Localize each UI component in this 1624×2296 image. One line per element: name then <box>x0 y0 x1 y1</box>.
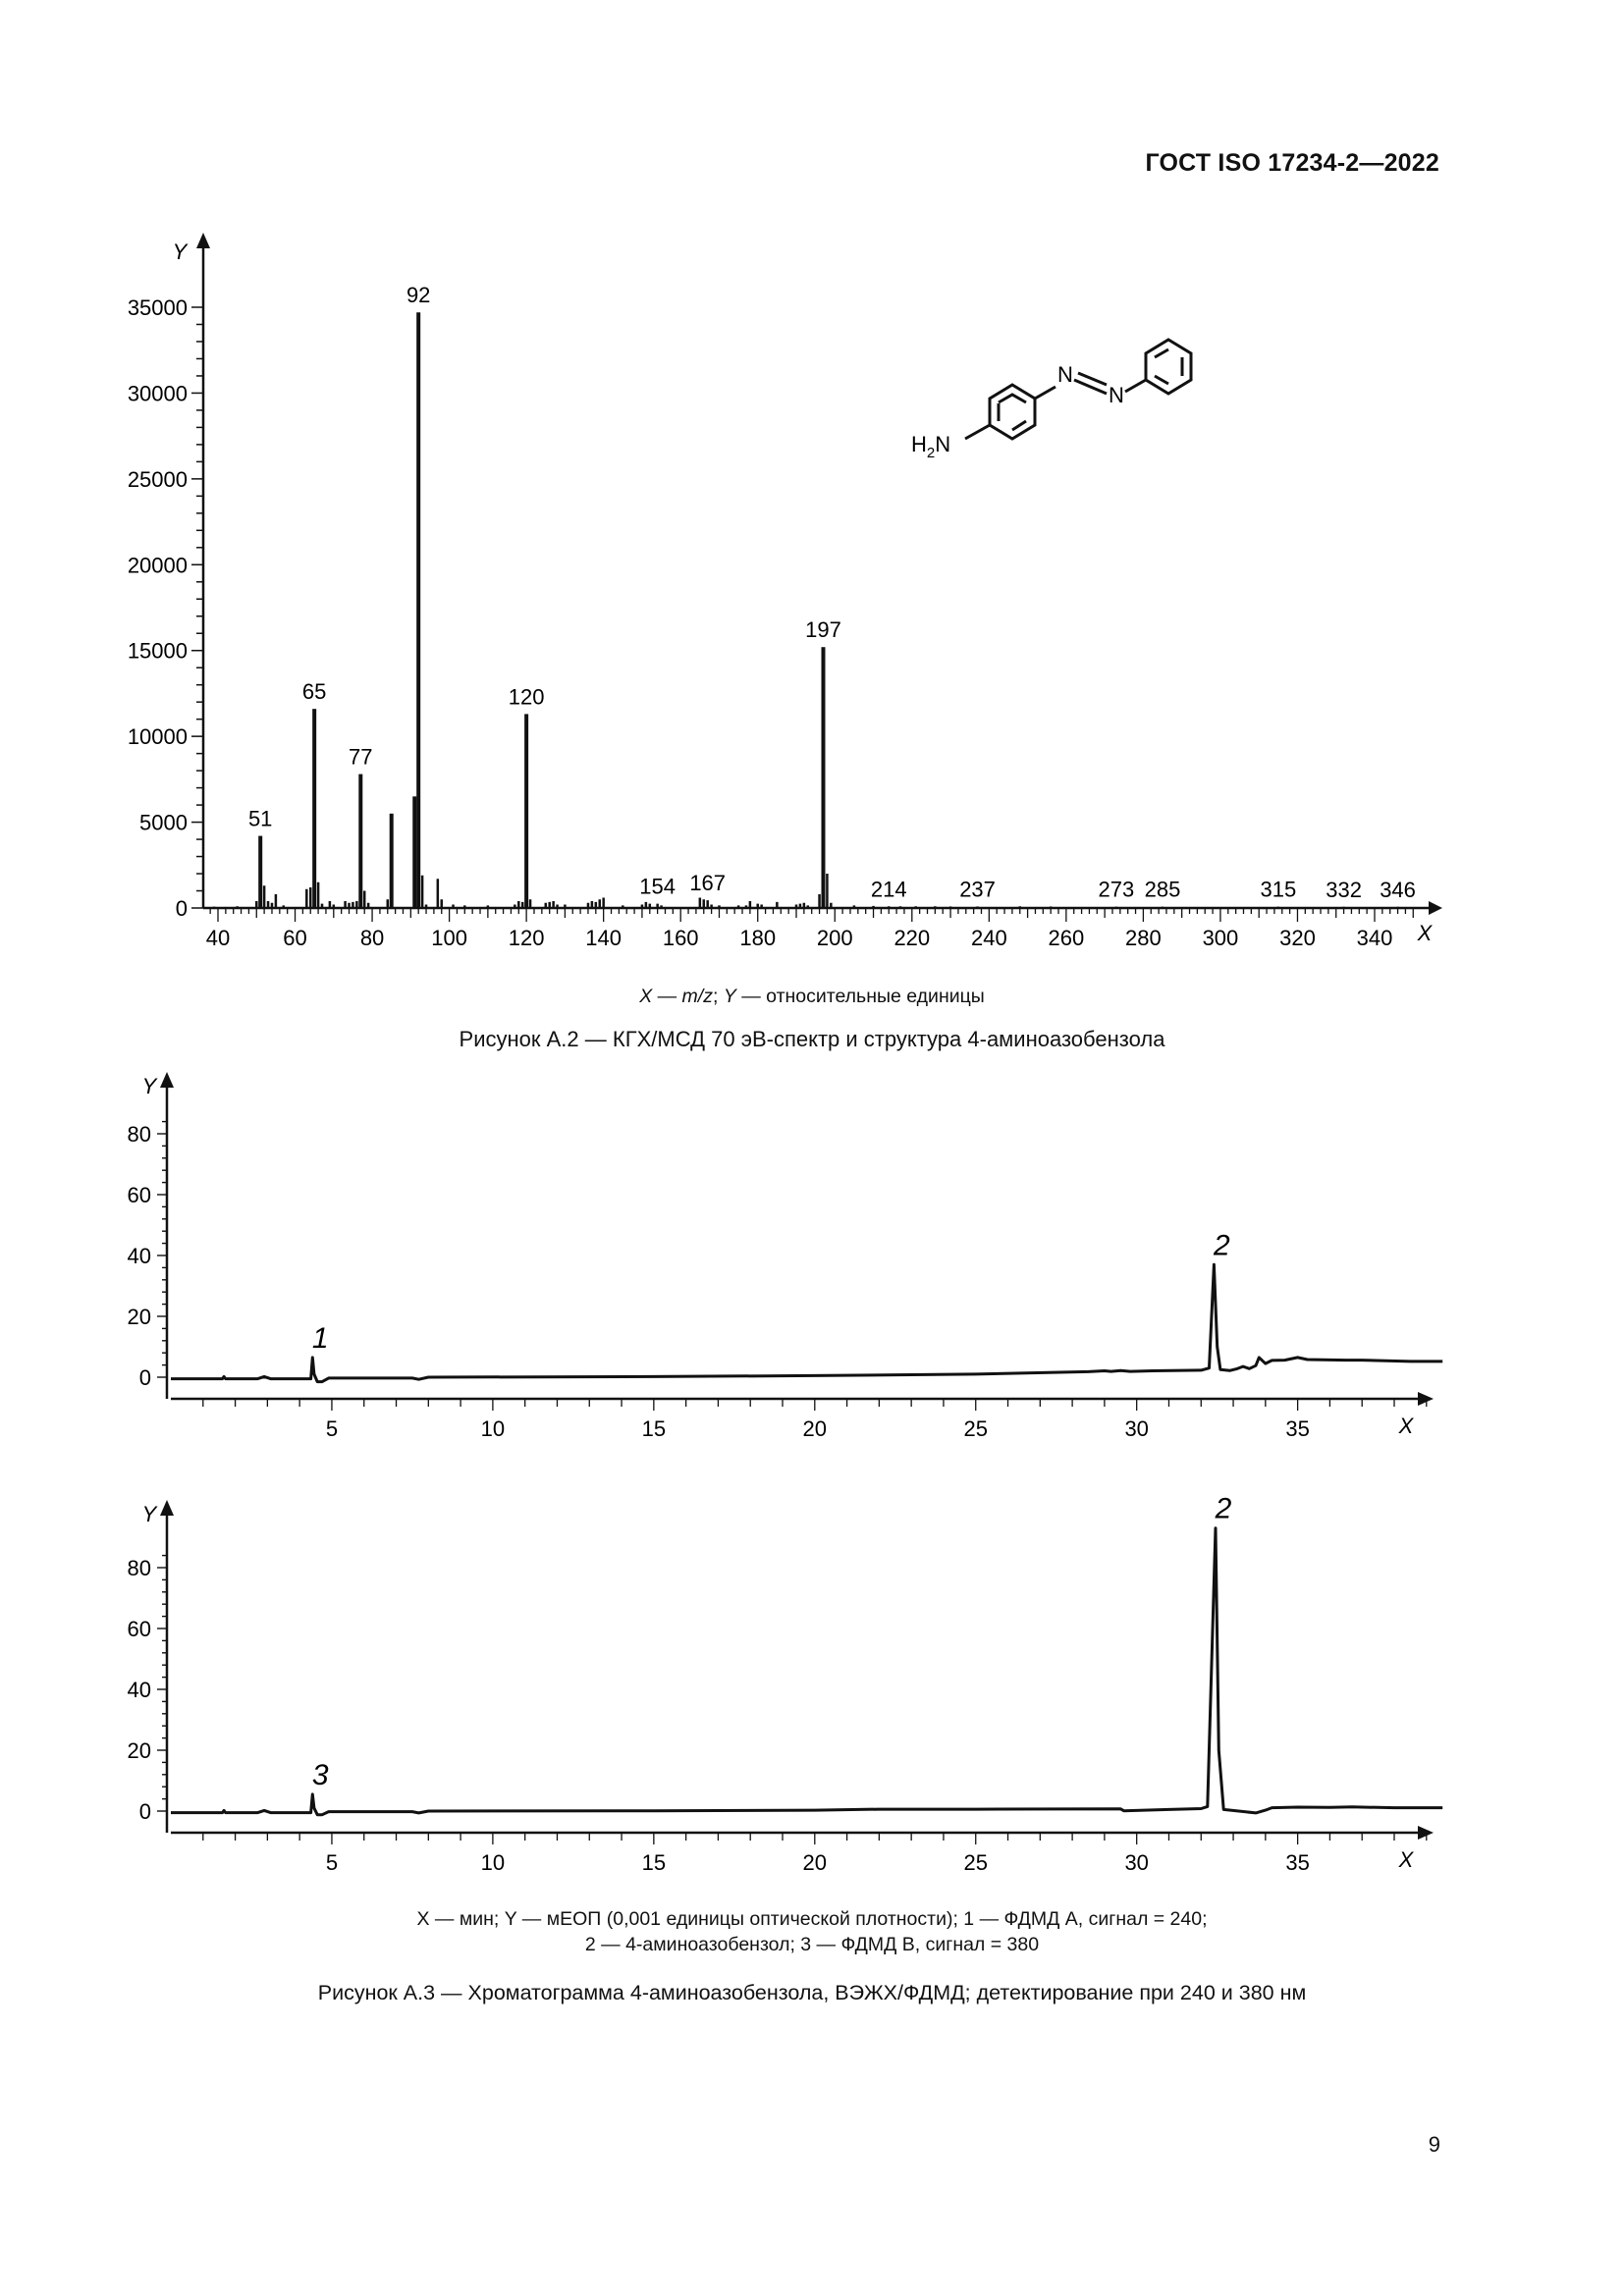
figure-a2-caption: Рисунок А.2 — КГХ/МСД 70 эВ-спектр и структура 4-аминоазобензола <box>459 1027 1165 1051</box>
x-axis-label: X <box>1398 1414 1414 1438</box>
y-axis-label: Y <box>141 1502 157 1526</box>
y-tick-label: 40 <box>127 1678 151 1702</box>
spectrum-bar <box>595 902 598 908</box>
peak-label: 273 <box>1098 877 1135 902</box>
spectrum-bar <box>591 901 594 908</box>
spectrum-bar <box>514 905 516 908</box>
spectrum-bar <box>236 906 239 908</box>
y-tick-label: 20000 <box>127 553 188 578</box>
x-tick-label: 160 <box>662 926 699 950</box>
spectrum-bar <box>521 902 524 908</box>
legend-sep: ; <box>712 986 724 1007</box>
spectrum-bar <box>309 887 312 908</box>
figure-a3-legend-line1: X — мин; Y — мЕОП (0,001 единицы оптической плотности); 1 — ФДМД А, сигнал = 240; <box>416 1908 1208 1930</box>
spectrum-bar <box>416 312 420 908</box>
legend-x-sep: — <box>652 986 682 1007</box>
spectrum-bar <box>1277 907 1280 908</box>
spectrum-bar <box>872 906 875 908</box>
spectrum-bar <box>517 901 520 908</box>
peak-annotation: 1 <box>311 1321 329 1355</box>
y-tick-label: 0 <box>138 1799 151 1824</box>
peak-label: 154 <box>639 874 676 899</box>
x-tick-label: 20 <box>802 1850 828 1875</box>
figure-a3-legend <box>0 1906 1624 1957</box>
peak-label: 77 <box>349 744 373 770</box>
spectrum-bar <box>329 901 332 908</box>
document-code: ГОСТ ISO 17234-2—2022 <box>1145 149 1439 177</box>
spectrum-bar <box>344 901 347 908</box>
spectrum-bar <box>1162 907 1164 908</box>
x-axis-arrow <box>1429 901 1442 915</box>
spectrum-bar <box>699 898 702 908</box>
n-atom-2: N <box>1109 383 1124 407</box>
spectrum-bar <box>363 891 366 908</box>
x-tick-label: 35 <box>1285 1850 1310 1875</box>
spectrum-bar <box>387 899 390 908</box>
spectrum-bar <box>524 714 528 908</box>
x-tick-label: 280 <box>1125 926 1162 950</box>
y-tick-label: 40 <box>127 1244 151 1268</box>
peak-label: 346 <box>1380 877 1416 902</box>
legend-y-symbol: Y <box>723 986 736 1007</box>
spectrum-bar <box>803 903 806 908</box>
spectrum-bar <box>263 885 266 908</box>
spectrum-bar <box>367 903 370 908</box>
peak-annotation: 3 <box>311 1758 329 1791</box>
spectrum-bar <box>1342 907 1345 908</box>
spectrum-bar <box>807 905 810 908</box>
spectrum-bar <box>487 905 490 908</box>
x-axis-arrow <box>1418 1826 1434 1840</box>
spectrum-bar <box>545 903 548 908</box>
y-tick-label: 20 <box>127 1738 151 1763</box>
x-tick-label: 140 <box>585 926 623 950</box>
chromatogram-trace <box>171 1264 1442 1381</box>
x-tick-label: 15 <box>641 1416 667 1441</box>
x-tick-label: 80 <box>359 926 385 950</box>
peak-label: 214 <box>870 877 907 902</box>
x-tick-label: 35 <box>1285 1416 1310 1441</box>
y-tick-label: 15000 <box>127 638 188 664</box>
x-tick-label: 10 <box>480 1416 506 1441</box>
spectrum-bar <box>710 905 713 908</box>
x-tick-label: 240 <box>970 926 1007 950</box>
y-axis-label: Y <box>141 1074 157 1098</box>
spectrum-bar <box>267 901 270 908</box>
y-tick-label: 5000 <box>139 810 188 835</box>
spectrum-bar <box>452 905 455 908</box>
spectrum-bar <box>914 906 917 908</box>
y-tick-label: 0 <box>138 1365 151 1390</box>
y-tick-label: 10000 <box>127 724 188 750</box>
x-tick-label: 100 <box>431 926 467 950</box>
spectrum-bar <box>321 904 324 908</box>
spectrum-bar <box>745 905 748 908</box>
x-tick-label: 25 <box>963 1850 988 1875</box>
spectrum-bar <box>795 905 798 908</box>
x-axis-label: X <box>1398 1847 1414 1872</box>
peak-label: 197 <box>805 617 841 643</box>
spectrum-bar <box>656 904 659 908</box>
spectrum-bar <box>255 901 258 908</box>
spectrum-bar <box>283 905 286 908</box>
spectrum-bar <box>598 899 601 908</box>
spectrum-bar <box>749 901 752 908</box>
y-tick-label: 80 <box>127 1122 151 1147</box>
spectrum-bar <box>258 836 262 908</box>
x-tick-label: 15 <box>641 1850 667 1875</box>
peak-label: 237 <box>959 877 996 902</box>
spectrum-bar <box>529 899 532 908</box>
x-tick-label: 25 <box>963 1416 988 1441</box>
spectrum-bar <box>737 905 740 908</box>
x-tick-label: 200 <box>816 926 853 950</box>
n-atom-1: N <box>1057 362 1073 387</box>
y-tick-label: 60 <box>127 1183 151 1207</box>
spectrum-bar <box>934 906 937 908</box>
spectrum-bar <box>587 903 590 908</box>
spectrum-bar <box>703 899 706 908</box>
y-axis-arrow <box>196 233 210 248</box>
x-tick-label: 30 <box>1124 1850 1149 1875</box>
x-axis-arrow <box>1418 1392 1434 1406</box>
nh2-text: $H_2N$ <box>911 432 951 461</box>
x-tick-label: 260 <box>1048 926 1085 950</box>
peak-label: 332 <box>1326 877 1362 902</box>
spectrum-bar <box>976 906 979 908</box>
mass-spectrum-chart <box>0 0 1624 991</box>
spectrum-bar <box>412 796 416 908</box>
spectrum-bar <box>317 882 320 908</box>
figure-a3-caption: Рисунок А.3 — Хроматограмма 4-аминоазобензола, ВЭЖХ/ФДМД; детектирование при 240 и 380 нм <box>317 1981 1307 2004</box>
x-tick-label: 5 <box>325 1850 339 1875</box>
y-axis-arrow <box>160 1072 174 1088</box>
x-tick-label: 120 <box>508 926 545 950</box>
y-tick-label: 30000 <box>127 381 188 406</box>
legend-x-symbol: X <box>639 986 653 1007</box>
spectrum-bar <box>305 889 308 908</box>
spectrum-bar <box>756 904 759 908</box>
spectrum-bar <box>552 901 555 908</box>
spectrum-bar <box>1396 907 1399 908</box>
x-tick-label: 30 <box>1124 1416 1149 1441</box>
spectrum-bar <box>660 905 663 908</box>
spectrum-bar <box>348 903 351 908</box>
spectrum-bar <box>271 903 274 908</box>
spectrum-bar <box>1018 906 1021 908</box>
legend-y-text: — относительные единицы <box>735 986 985 1007</box>
legend-x-unit: m/z <box>681 986 713 1007</box>
spectrum-bar <box>622 905 624 908</box>
chromatogram-380nm <box>0 1482 1624 1895</box>
spectrum-bar <box>1115 907 1118 908</box>
y-tick-label: 35000 <box>127 295 188 320</box>
spectrum-bar <box>888 906 891 908</box>
spectrum-bar <box>440 899 443 908</box>
spectrum-bar <box>899 906 902 908</box>
spectrum-bar <box>390 814 394 908</box>
spectrum-bar <box>556 905 559 908</box>
spectrum-bar <box>853 905 856 908</box>
spectrum-bar <box>641 905 644 908</box>
peak-label: 315 <box>1260 877 1297 902</box>
spectrum-bar <box>1050 906 1053 908</box>
spectrum-bar <box>564 905 567 908</box>
benzene-ring-left <box>990 385 1035 439</box>
peak-label: 92 <box>406 283 431 308</box>
chemical-structure <box>898 314 1222 471</box>
x-tick-label: 300 <box>1202 926 1239 950</box>
peak-label: 167 <box>689 871 727 896</box>
spectrum-bar <box>949 906 952 908</box>
spectrum-bar <box>312 709 316 908</box>
figure-a3-legend-line2: 2 — 4-аминоазобензол; 3 — ФДМД В, сигнал = 380 <box>584 1934 1040 1955</box>
x-tick-label: 5 <box>325 1416 339 1441</box>
y-axis-label: Y <box>172 240 188 264</box>
spectrum-bar <box>821 647 825 908</box>
spectrum-bar <box>352 902 354 908</box>
spectrum-bar <box>830 903 833 908</box>
x-tick-label: 60 <box>283 926 307 950</box>
y-tick-label: 0 <box>175 896 188 921</box>
spectrum-bar <box>421 876 424 908</box>
spectrum-bar <box>706 900 709 908</box>
x-tick-label: 40 <box>205 926 231 950</box>
x-axis-label: X <box>1417 921 1433 945</box>
x-tick-label: 180 <box>739 926 777 950</box>
x-tick-label: 220 <box>893 926 931 950</box>
chromatogram-trace <box>171 1528 1442 1815</box>
figure-a2-legend <box>0 984 1624 1009</box>
benzene-ring-right <box>1146 340 1191 394</box>
peak-label: 120 <box>508 684 545 710</box>
peak-annotation: 2 <box>1215 1492 1232 1525</box>
page-number: 9 <box>1428 2132 1440 2157</box>
spectrum-bar <box>718 905 721 908</box>
spectrum-bar <box>760 905 763 908</box>
spectrum-bar <box>645 902 648 908</box>
spectrum-bar <box>275 894 278 908</box>
spectrum-bar <box>826 874 829 908</box>
spectrum-bar <box>799 904 802 908</box>
spectrum-bar <box>649 904 652 908</box>
peak-label: 285 <box>1144 877 1181 902</box>
spectrum-bar <box>548 902 551 908</box>
spectrum-bar <box>358 774 362 908</box>
spectrum-bar <box>776 902 779 908</box>
spectrum-bar <box>818 894 821 908</box>
spectrum-bar <box>425 905 428 908</box>
x-tick-label: 340 <box>1356 926 1393 950</box>
chromatogram-240nm <box>0 1070 1624 1443</box>
spectrum-bar <box>463 905 466 908</box>
spectrum-bar <box>333 905 336 908</box>
spectrum-bar <box>437 879 440 908</box>
spectrum-bar <box>213 907 216 908</box>
y-tick-label: 80 <box>127 1556 151 1580</box>
spectrum-bar <box>602 898 605 908</box>
peak-label: 51 <box>247 806 273 831</box>
spectrum-bar <box>355 901 358 908</box>
y-tick-label: 25000 <box>127 466 188 492</box>
peak-annotation: 2 <box>1214 1229 1230 1262</box>
y-tick-label: 20 <box>127 1305 151 1329</box>
x-tick-label: 20 <box>802 1416 828 1441</box>
peak-label: 65 <box>301 679 327 705</box>
nh2-label <box>911 432 950 461</box>
y-tick-label: 60 <box>127 1617 151 1641</box>
x-tick-label: 10 <box>480 1850 506 1875</box>
spectrum-bar <box>225 907 228 908</box>
x-tick-label: 320 <box>1279 926 1316 950</box>
y-axis-arrow <box>160 1500 174 1516</box>
